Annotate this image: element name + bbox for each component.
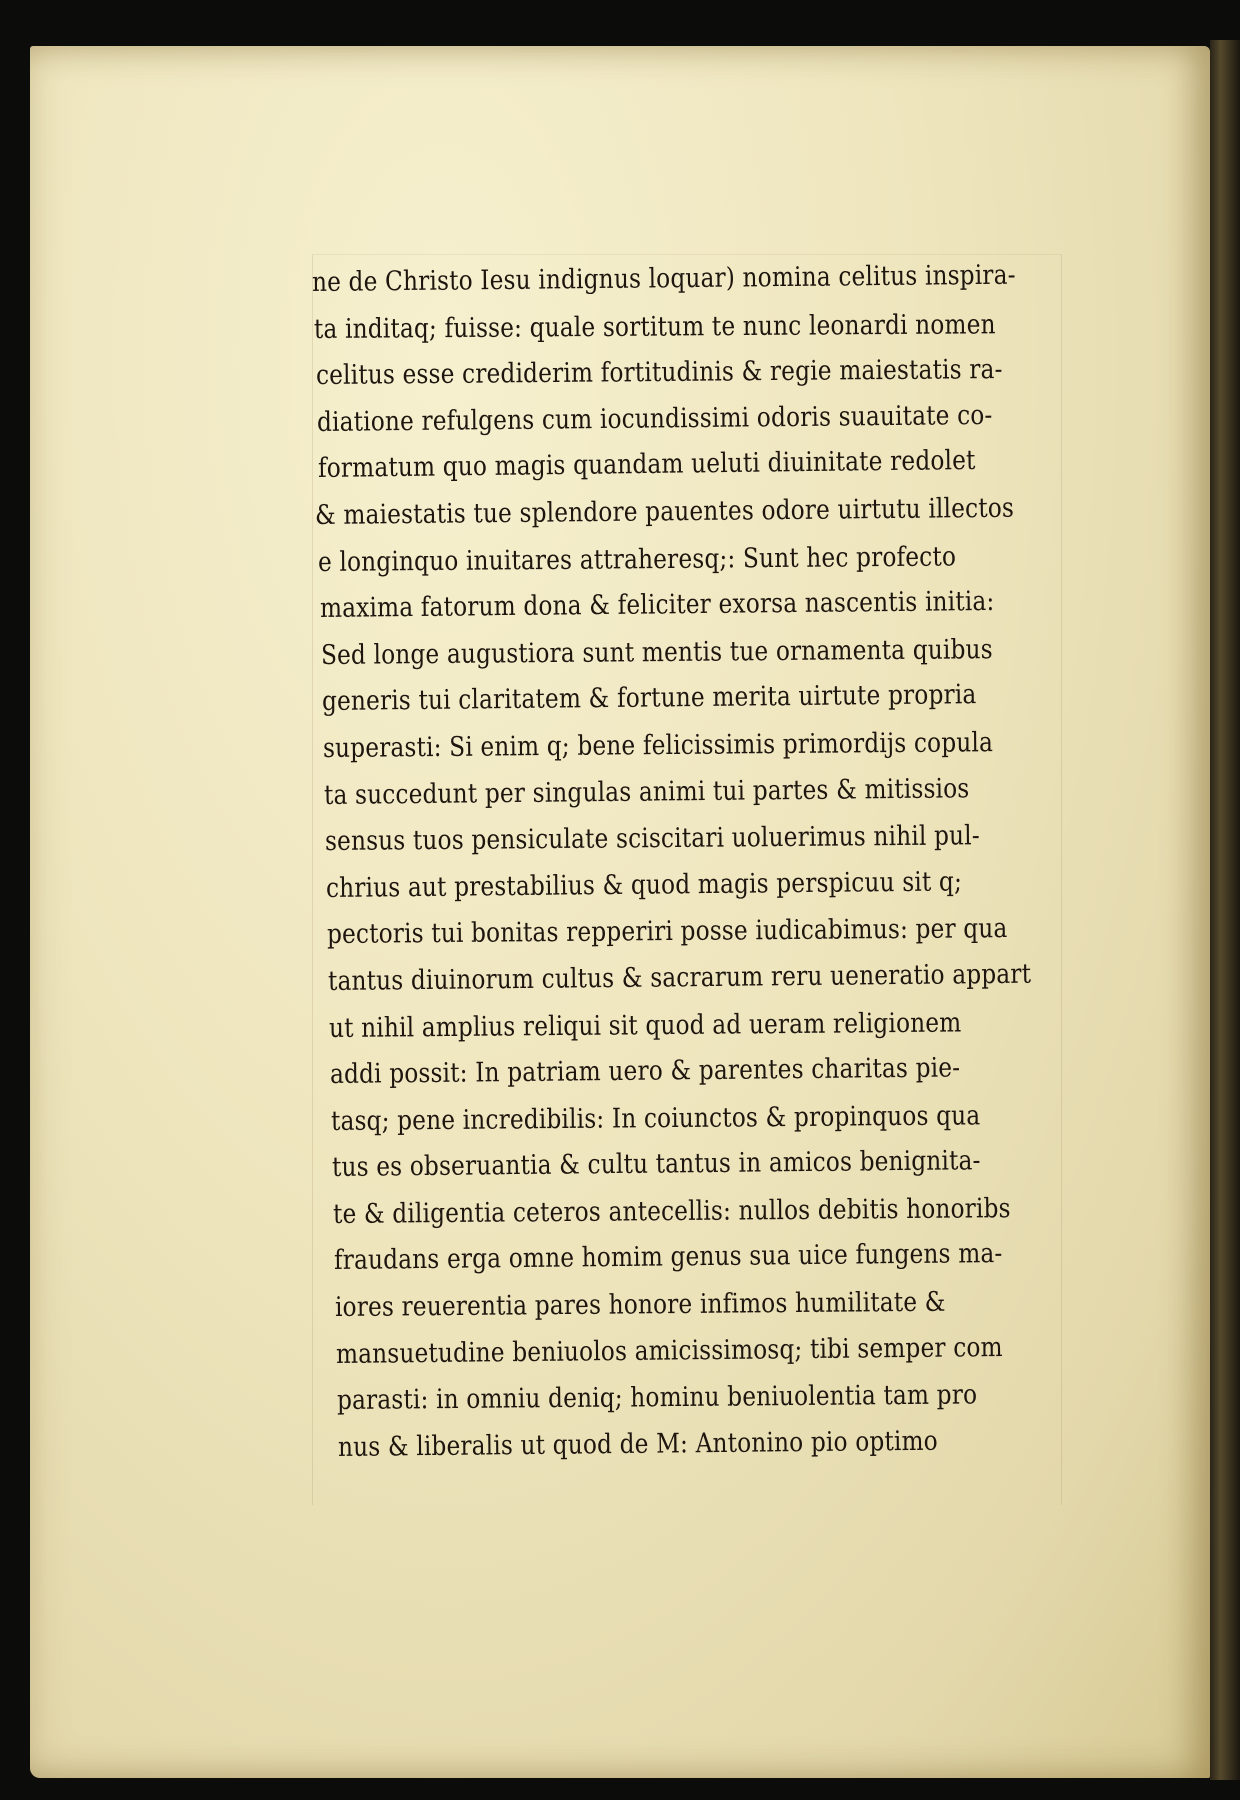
- text-line: ut nihil amplius reliqui sit quod ad ueram religionem: [328, 1006, 962, 1044]
- text-line: e longinquo inuitares attraheresq;: Sunt hec profecto: [317, 540, 957, 578]
- text-line: formatum quo magis quandam ueluti diuinitate redolet: [317, 445, 976, 485]
- text-line: te & diligentia ceteros antecellis: nullos debitis honoribs: [332, 1192, 1011, 1230]
- page-edge-shadow: [1210, 40, 1240, 1780]
- text-line: ta succedunt per singulas animi tui partes & mitissios: [323, 772, 970, 811]
- manuscript-text-block: [312, 260, 1072, 1471]
- text-line: fraudans erga omne homim genus sua uice fungens ma-: [333, 1238, 1003, 1277]
- text-line: iores reuerentia pares honore infimos humilitate &: [334, 1286, 946, 1324]
- text-line: mansuetudine beniuolos amicissimosq; tibi semper com: [335, 1331, 1003, 1370]
- text-line: tantus diuinorum cultus & sacrarum reru ueneratio appart: [327, 958, 1032, 997]
- text-line: tasq; pene incredibilis: In coiunctos & propinquos qua: [330, 1100, 981, 1137]
- text-line: ne de Christo Iesu indignus loquar) nomina celitus inspira-: [311, 259, 1016, 298]
- text-line: generis tui claritatem & fortune merita uirtute propria: [321, 679, 977, 718]
- text-line: Sed longe augustiora sunt mentis tue ornamenta quibus: [320, 633, 993, 671]
- text-line: nus & liberalis ut quod de M: Antonino pio optimo: [337, 1425, 939, 1463]
- text-line: pectoris tui bonitas repperiri posse iudicabimus: per qua: [326, 913, 1008, 951]
- text-line: addi possit: In patriam uero & parentes charitas pie-: [329, 1052, 961, 1091]
- text-line: celitus esse crediderim fortitudinis & regie maiestatis ra-: [315, 354, 1003, 392]
- text-line: diatione refulgens cum iocundissimi odoris suauitate co-: [316, 399, 993, 438]
- text-line: superasti: Si enim q; bene felicissimis primordijs copula: [322, 727, 994, 764]
- text-line: chrius aut prestabilius & quod magis perspicuu sit q;: [325, 866, 963, 904]
- text-line: sensus tuos pensiculate sciscitari uoluerimus nihil pul-: [324, 820, 980, 858]
- text-line: ta inditaq; fuisse: quale sortitum te nunc leonardi nomen: [313, 308, 996, 345]
- text-line: parasti: in omniu deniq; hominu beniuolentia tam pro: [336, 1379, 978, 1417]
- text-line: tus es obseruantia & cultu tantus in amicos benignita-: [331, 1145, 981, 1184]
- text-line: maxima fatorum dona & feliciter exorsa nascentis initia:: [319, 586, 995, 625]
- text-line: & maiestatis tue splendore pauentes odore uirtutu illectos: [314, 492, 1015, 531]
